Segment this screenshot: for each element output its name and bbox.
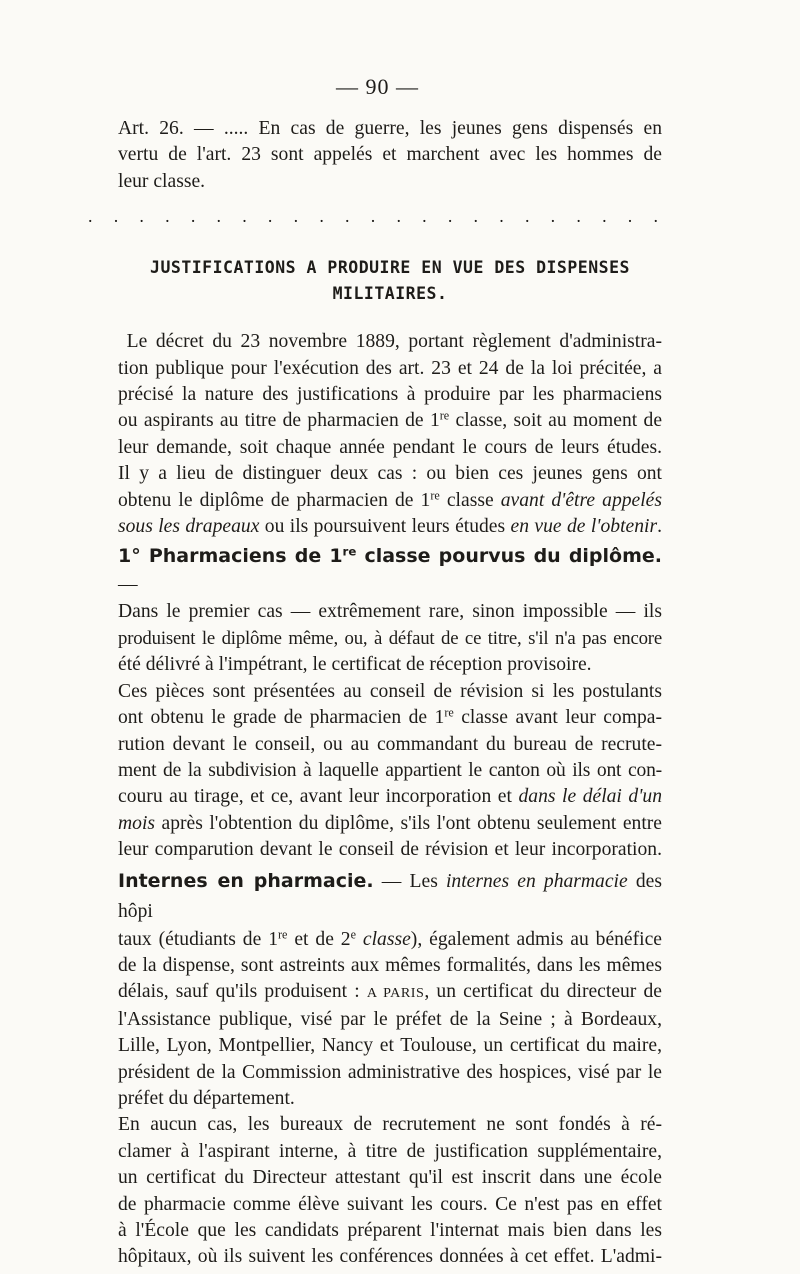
italic-span: mois	[118, 812, 156, 834]
text-span: ont obtenu le grade de pharmacien de 1	[118, 707, 445, 729]
text-line: préfet du département.	[118, 1087, 295, 1109]
italic-span: en vue de l'obtenir	[510, 516, 658, 538]
text-line: produisent le diplôme même, ou, à défaut de ce titre, s'il n'a pas encore	[118, 627, 662, 649]
text-line: ment de la subdivision à laquelle appartient le canton où ils ont con-	[118, 759, 662, 781]
text-span: après l'obtention du diplôme, s'ils l'ont obtenu seulement entre	[155, 812, 662, 834]
text-line: été délivré à l'impétrant, le certificat de réception provisoire.	[118, 654, 592, 676]
paragraph-documents	[118, 679, 662, 864]
ellipsis-separator	[88, 207, 658, 225]
text-line	[118, 979, 662, 1006]
separator-dot: .	[345, 206, 350, 227]
separator-dot: .	[267, 206, 273, 227]
italic-span: dans le délai d'un	[518, 786, 662, 808]
text-span: classe	[439, 489, 501, 511]
superscript: re	[430, 487, 440, 502]
text-line	[118, 784, 662, 810]
article-26-paragraph	[118, 116, 662, 195]
text-span: obtenu le diplôme de pharmacien de 1	[118, 489, 431, 511]
text-span: classe, soit au moment de	[449, 410, 663, 432]
text-line: hôpitaux, où ils suivent les conférences données à cet effet. L'admi-	[118, 1246, 662, 1268]
subheading-interns	[118, 866, 662, 927]
separator-dot: .	[190, 206, 196, 227]
separator-dot: .	[627, 206, 633, 227]
superscript: re	[278, 926, 288, 941]
text-line: clamer à l'aspirant interne, à titre de justification supplémentaire,	[118, 1140, 662, 1162]
superscript: e	[350, 926, 356, 941]
text-line: Art. 26. — ..... En cas de guerre, les jeunes gens dispensés en	[118, 118, 662, 139]
separator-dot: .	[550, 206, 556, 227]
text-span: ), également admis au bénéfice	[410, 928, 662, 950]
text-line: leur demande, soit chaque année pendant le cours de leurs études.	[118, 436, 662, 458]
text-line: de la dispense, sont astreints aux mêmes formalités, dans les mêmes	[118, 954, 662, 976]
separator-dot: .	[576, 206, 581, 227]
section-title-line-1: JUSTIFICATIONS A PRODUIRE EN VUE DES DISPENSES	[150, 258, 630, 278]
text-line	[118, 705, 662, 731]
text-span: classe avant leur compa-	[453, 707, 662, 729]
italic-span: classe	[356, 928, 411, 950]
superscript: re	[342, 545, 357, 559]
superscript: re	[439, 408, 450, 423]
text-span: taux (étudiants de 1	[118, 928, 279, 950]
text-line	[118, 329, 662, 355]
separator-dot: .	[602, 206, 607, 227]
italic-span: sous les drapeaux	[118, 516, 260, 538]
text-span: ou ils poursuivent leurs études	[259, 516, 511, 538]
text-line: l'Assistance publique, visé par le préfet de la Seine ; à Bordeaux,	[118, 1008, 662, 1030]
text-span: Le décret du 23 novembre 1889, portant règlement d'administra-	[126, 331, 662, 353]
text-line: président de la Commission administrative des hospices, visé par le	[118, 1061, 662, 1083]
italic-span: internes en pharmacie	[445, 870, 628, 892]
text-span: ou aspirants au titre de pharmacien de 1	[118, 410, 440, 432]
text-line: Lille, Lyon, Montpellier, Nancy et Toulouse, un certificat du maire,	[118, 1035, 662, 1057]
text-line	[118, 811, 662, 837]
text-span: classe pourvus du diplôme.	[356, 545, 663, 568]
paragraph-decree	[118, 329, 662, 461]
superscript: re	[444, 705, 454, 720]
text-line	[118, 488, 662, 514]
text-span: , un certificat du directeur de	[424, 981, 662, 1003]
text-line: leur classe.	[118, 170, 206, 192]
text-line: En aucun cas, les bureaux de recrutement ne sont fondés à ré-	[118, 1114, 662, 1136]
paragraph-recruitment	[118, 1112, 662, 1270]
text-line: Dans le premier cas — extrêmement rare, sinon impossible — ils	[118, 601, 662, 623]
separator-dot: .	[499, 206, 504, 227]
separator-dot: .	[216, 206, 222, 227]
page-body	[88, 116, 663, 1271]
text-line: vertu de l'art. 23 sont appelés et marchent avec les hommes de	[118, 144, 662, 166]
section-title	[118, 255, 662, 307]
separator-dot: .	[473, 206, 479, 227]
text-line: tion publique pour l'exécution des art. 23 et 24 de la loi précitée, a	[118, 357, 662, 379]
text-line: Il y a lieu de distinguer deux cas : ou bien ces jeunes gens ont	[118, 463, 662, 485]
section-title-line-2: MILITAIRES.	[332, 284, 448, 304]
separator-dot: .	[165, 206, 170, 227]
separator-dot: .	[370, 206, 376, 227]
text-line: rution devant le conseil, ou au commandant du bureau de recrute-	[118, 733, 662, 755]
subheading-title	[118, 545, 662, 567]
text-line	[118, 927, 662, 953]
text-line: un certificat du Directeur attestant qu'il est inscrit dans une école	[118, 1167, 662, 1189]
italic-span: avant d'être appelés	[500, 489, 662, 511]
separator-dot: .	[319, 206, 324, 227]
text-span: et de 2	[287, 928, 351, 950]
separator-dot: .	[396, 206, 401, 227]
text-line: Ces pièces sont présentées au conseil de révision si les postulants	[118, 680, 662, 702]
separator-dot: .	[422, 206, 427, 227]
text-span: .	[657, 516, 663, 538]
text-line: précisé la nature des justifications à produire par les pharmaciens	[118, 384, 662, 406]
text-span: — Les	[373, 870, 446, 892]
text-line	[118, 408, 662, 434]
subheading-pharmacists	[118, 542, 662, 599]
separator-dot: .	[293, 206, 299, 227]
text-span: 1° Pharmaciens de 1	[118, 545, 343, 568]
subheading-title: Internes en pharmacie.	[118, 869, 374, 892]
separator-dot: .	[447, 206, 453, 227]
separator-dot: .	[113, 206, 119, 227]
separator-dot: .	[653, 206, 658, 227]
separator-dot: .	[139, 206, 144, 227]
dash: —	[118, 574, 138, 596]
paragraph-first-case	[118, 599, 662, 678]
text-line: à l'École que les candidats préparent l'internat mais bien dans les	[118, 1220, 662, 1241]
paragraph-two-cases	[118, 461, 662, 540]
text-span: des hôpi	[118, 870, 662, 922]
text-line: leur comparution devant le conseil de révision et leur incorporation.	[118, 839, 662, 861]
text-span: couru au tirage, et ce, avant leur incorporation et	[118, 786, 519, 808]
page-number: — 90 —	[336, 74, 419, 99]
text-line: de pharmacie comme élève suivant les cours. Ce n'est pas en effet	[118, 1193, 662, 1215]
small-caps-span: A PARIS	[366, 985, 425, 1002]
separator-dot: .	[524, 206, 530, 227]
text-line	[118, 514, 662, 540]
separator-dot: .	[88, 206, 93, 227]
separator-dot: .	[242, 206, 247, 227]
text-span: délais, sauf qu'ils produisent :	[118, 981, 367, 1003]
paragraph-interns	[118, 927, 662, 1113]
